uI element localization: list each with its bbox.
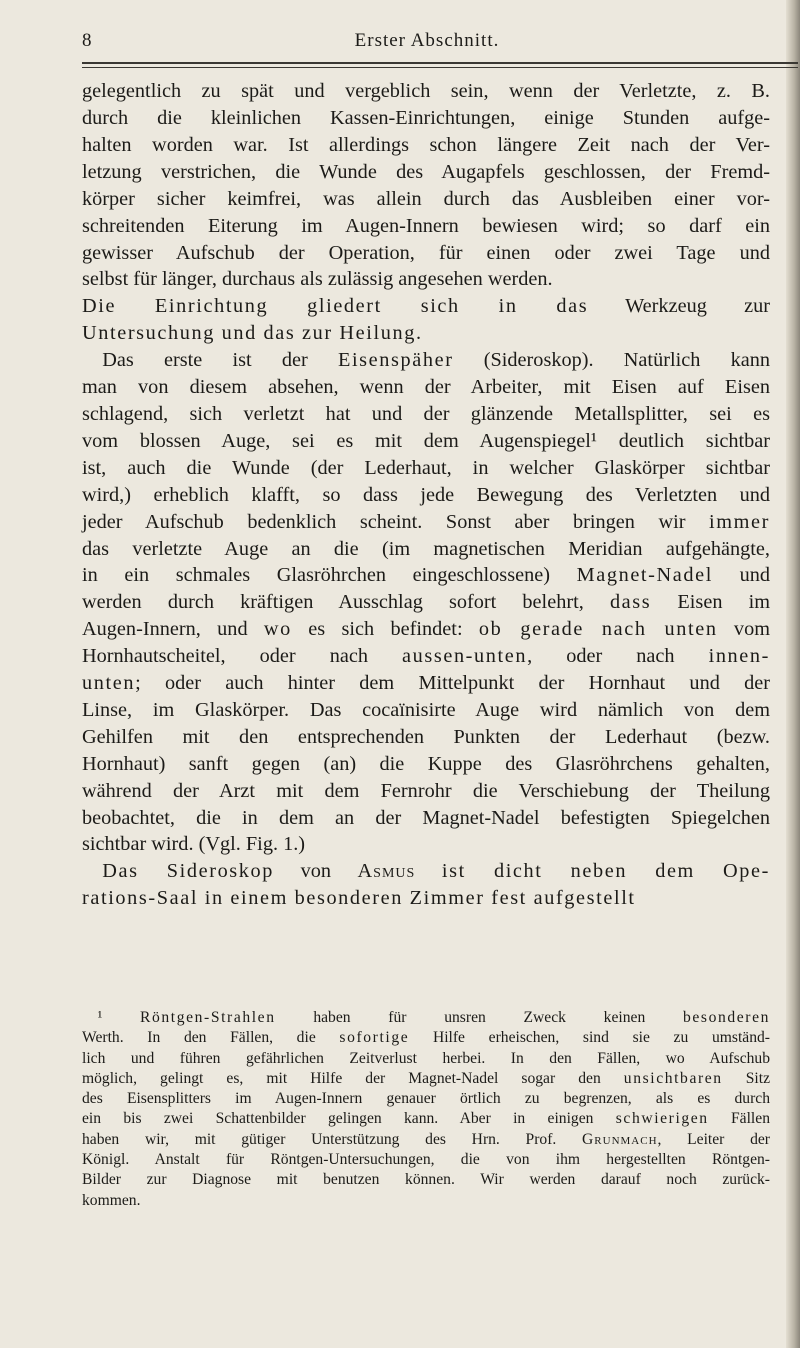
text-run: ; oder auch hinter dem Mittelpunkt der Hornhaut und der: [135, 672, 770, 695]
spaced-emphasis: ob gerade nach unten: [478, 618, 718, 641]
text-line: [82, 509, 770, 536]
footnote-line: [82, 1109, 770, 1129]
text-run: Fällen: [708, 1110, 770, 1128]
spaced-emphasis: Eisenspäher: [337, 349, 454, 372]
text-line: [82, 536, 770, 563]
text-run: gewisser Aufschub der Operation, für einen oder zwei Tage und: [82, 241, 770, 264]
header-rule: [82, 62, 798, 64]
text-run: des Eisensplitters im Augen-Innern genauer örtlich zu begrenzen, als es durch: [82, 1090, 770, 1108]
footnote-line: [82, 1049, 770, 1069]
text-run: Linse, im Glaskörper. Das cocaïnisirte Auge wird nämlich von dem: [82, 698, 770, 721]
text-run: , oder nach: [527, 645, 709, 668]
small-caps-name: Grunmach: [582, 1130, 658, 1148]
text-run: beobachtet, die in dem an der Magnet-Nadel befestigten Spiegelchen: [82, 806, 770, 829]
text-run: letzung verstrichen, die Wunde des Augapfels geschlossen, der Fremd-: [82, 160, 770, 183]
spaced-emphasis: unsichtbaren: [623, 1069, 723, 1087]
text-run: halten worden war. Ist allerdings schon längere Zeit nach der Ver-: [82, 133, 770, 156]
text-run: in ein schmales Glasröhrchen eingeschlossene): [82, 564, 577, 587]
text-run: Augen-Innern, und: [82, 618, 264, 641]
text-run: [82, 860, 102, 882]
text-line: [82, 374, 770, 401]
text-run: Königl. Anstalt für Röntgen-Untersuchungen, die von ihm hergestellten Röntgen-: [82, 1151, 770, 1169]
text-line: [82, 428, 770, 455]
text-run: Werkzeug zur: [588, 295, 770, 318]
text-run: (Sideroskop). Natürlich kann: [453, 349, 770, 372]
spaced-emphasis: ist dicht neben dem Ope-: [441, 860, 771, 883]
text-line: [82, 482, 770, 509]
text-run: jeder Aufschub bedenklich scheint. Sonst aber bringen wir: [82, 510, 710, 533]
spaced-emphasis: immer: [709, 510, 770, 533]
text-run: vom blossen Auge, sei es mit dem Augenspiegel¹ deutlich sichtbar: [82, 429, 770, 452]
text-line: [82, 159, 770, 186]
text-run: Hornhaut) sanft gegen (an) die Kuppe des Glasröhrchens gehalten,: [82, 752, 770, 775]
footnote-line: [82, 1069, 770, 1089]
text-line: [82, 240, 770, 267]
text-run: sichtbar wird. (Vgl. Fig. 1.): [82, 833, 306, 856]
footnote-line: [82, 1008, 770, 1028]
text-line: [82, 562, 770, 589]
spaced-emphasis: Magnet-Nadel: [576, 564, 713, 587]
text-run: während der Arzt mit dem Fernrohr die Verschiebung der Theilung: [82, 779, 770, 802]
page-number: 8: [82, 30, 92, 51]
text-line: [82, 320, 770, 347]
page-header: [82, 30, 772, 60]
spaced-emphasis: Untersuchung und das zur Heilung.: [82, 322, 423, 345]
text-run: Eisen im: [651, 591, 770, 614]
text-run: Hornhautscheitel, oder nach: [82, 645, 403, 668]
text-run: es sich befindet:: [291, 618, 479, 641]
text-run: ein bis zwei Schattenbilder gelingen kann. Aber in einigen: [82, 1110, 616, 1128]
text-line: [82, 401, 770, 428]
small-caps-name: Asmus: [357, 860, 416, 883]
text-run: und: [712, 564, 770, 587]
text-run: man von diesem absehen, wenn der Arbeiter, mit Eisen auf Eisen: [82, 376, 770, 399]
text-run: von: [274, 860, 358, 883]
page-edge-shadow: [786, 0, 800, 1348]
text-line: [82, 724, 770, 751]
footnote: [82, 1008, 770, 1211]
footnote-line: [82, 1089, 770, 1109]
text-line: [82, 105, 770, 132]
text-run: [415, 860, 442, 882]
text-line: [82, 616, 770, 643]
text-run: , Leiter der: [657, 1130, 770, 1148]
text-line: [82, 831, 770, 858]
text-line: [82, 213, 770, 240]
text-run: Hilfe erheischen, sind sie zu umständ-: [409, 1029, 770, 1047]
text-run: haben für unsren Zweck keinen: [275, 1009, 683, 1026]
text-line: [82, 885, 770, 912]
text-line: [82, 266, 770, 293]
running-head: Erster Abschnitt.: [354, 30, 500, 51]
text-run: lich und führen gefährlichen Zeitverlust herbei. In den Fällen, wo Aufschub: [82, 1049, 770, 1067]
text-line: [82, 589, 770, 616]
text-run: kommen.: [82, 1191, 141, 1209]
footnote-line: [82, 1130, 770, 1150]
spaced-emphasis: innen-: [708, 645, 770, 668]
text-run: werden durch kräftigen Ausschlag sofort belehrt,: [82, 591, 610, 614]
text-line: [82, 858, 770, 885]
text-line: [82, 347, 770, 374]
text-run: Gehilfen mit den entsprechenden Punkten der Lederhaut (bezw.: [82, 725, 770, 748]
text-line: [82, 186, 770, 213]
text-line: [82, 697, 770, 724]
spaced-emphasis: unten: [82, 672, 136, 695]
spaced-emphasis: Das Sideroskop: [102, 860, 275, 883]
body-text: [82, 78, 770, 912]
text-line: [82, 805, 770, 832]
footnote-line: [82, 1170, 770, 1190]
text-run: Bilder zur Diagnose mit benutzen können. Wir werden darauf noch zurück-: [82, 1171, 770, 1189]
text-line: [82, 778, 770, 805]
spaced-emphasis: rations-Saal in einem besonderen Zimmer fest aufgestellt: [82, 887, 636, 910]
footnote-line: [82, 1028, 770, 1048]
text-line: [82, 643, 770, 670]
text-run: gelegentlich zu spät und vergeblich sein, wenn der Verletzte, z. B.: [82, 80, 770, 102]
text-run: Das erste ist der: [82, 349, 338, 372]
spaced-emphasis: dass: [609, 591, 652, 614]
spaced-emphasis: schwierigen: [615, 1110, 709, 1128]
footnote-line: [82, 1150, 770, 1170]
text-run: wird,) erheblich klafft, so dass jede Bewegung des Verletzten und: [82, 483, 770, 506]
text-run: selbst für länger, durchaus als zulässig angesehen werden.: [82, 268, 553, 291]
text-run: durch die kleinlichen Kassen-Einrichtungen, einige Stunden aufge-: [82, 107, 770, 129]
text-line: [82, 751, 770, 778]
spaced-emphasis: Die Einrichtung gliedert sich in das: [82, 295, 589, 318]
text-run: körper sicher keimfrei, was allein durch das Ausbleiben einer vor-: [82, 187, 770, 210]
text-line: [82, 455, 770, 482]
text-run: ist, auch die Wunde (der Lederhaut, in welcher Glaskörper sichtbar: [82, 456, 770, 479]
text-line: [82, 78, 770, 105]
text-line: [82, 132, 770, 159]
text-run: ¹: [82, 1009, 140, 1026]
header-rule-thin: [82, 67, 798, 68]
spaced-emphasis: Röntgen-Strahlen: [140, 1009, 276, 1026]
spaced-emphasis: aussen-unten: [402, 645, 528, 668]
text-run: möglich, gelingt es, mit Hilfe der Magnet-Nadel sogar den: [82, 1069, 624, 1087]
text-run: schreitenden Eiterung im Augen-Innern bewiesen wird; so darf ein: [82, 214, 770, 237]
text-run: haben wir, mit gütiger Unterstützung des Hrn. Prof.: [82, 1130, 583, 1148]
text-line: [82, 670, 770, 697]
text-run: Werth. In den Fällen, die: [82, 1029, 340, 1047]
text-line: [82, 293, 770, 320]
text-run: Sitz: [722, 1069, 770, 1087]
text-run: vom: [717, 618, 770, 641]
spaced-emphasis: besonderen: [682, 1009, 770, 1026]
text-run: schlagend, sich verletzt hat und der glänzende Metallsplitter, sei es: [82, 402, 770, 425]
text-run: das verletzte Auge an die (im magnetischen Meridian aufgehängte,: [82, 537, 770, 560]
spaced-emphasis: wo: [263, 618, 292, 641]
footnote-line: [82, 1191, 770, 1211]
spaced-emphasis: sofortige: [339, 1029, 410, 1047]
